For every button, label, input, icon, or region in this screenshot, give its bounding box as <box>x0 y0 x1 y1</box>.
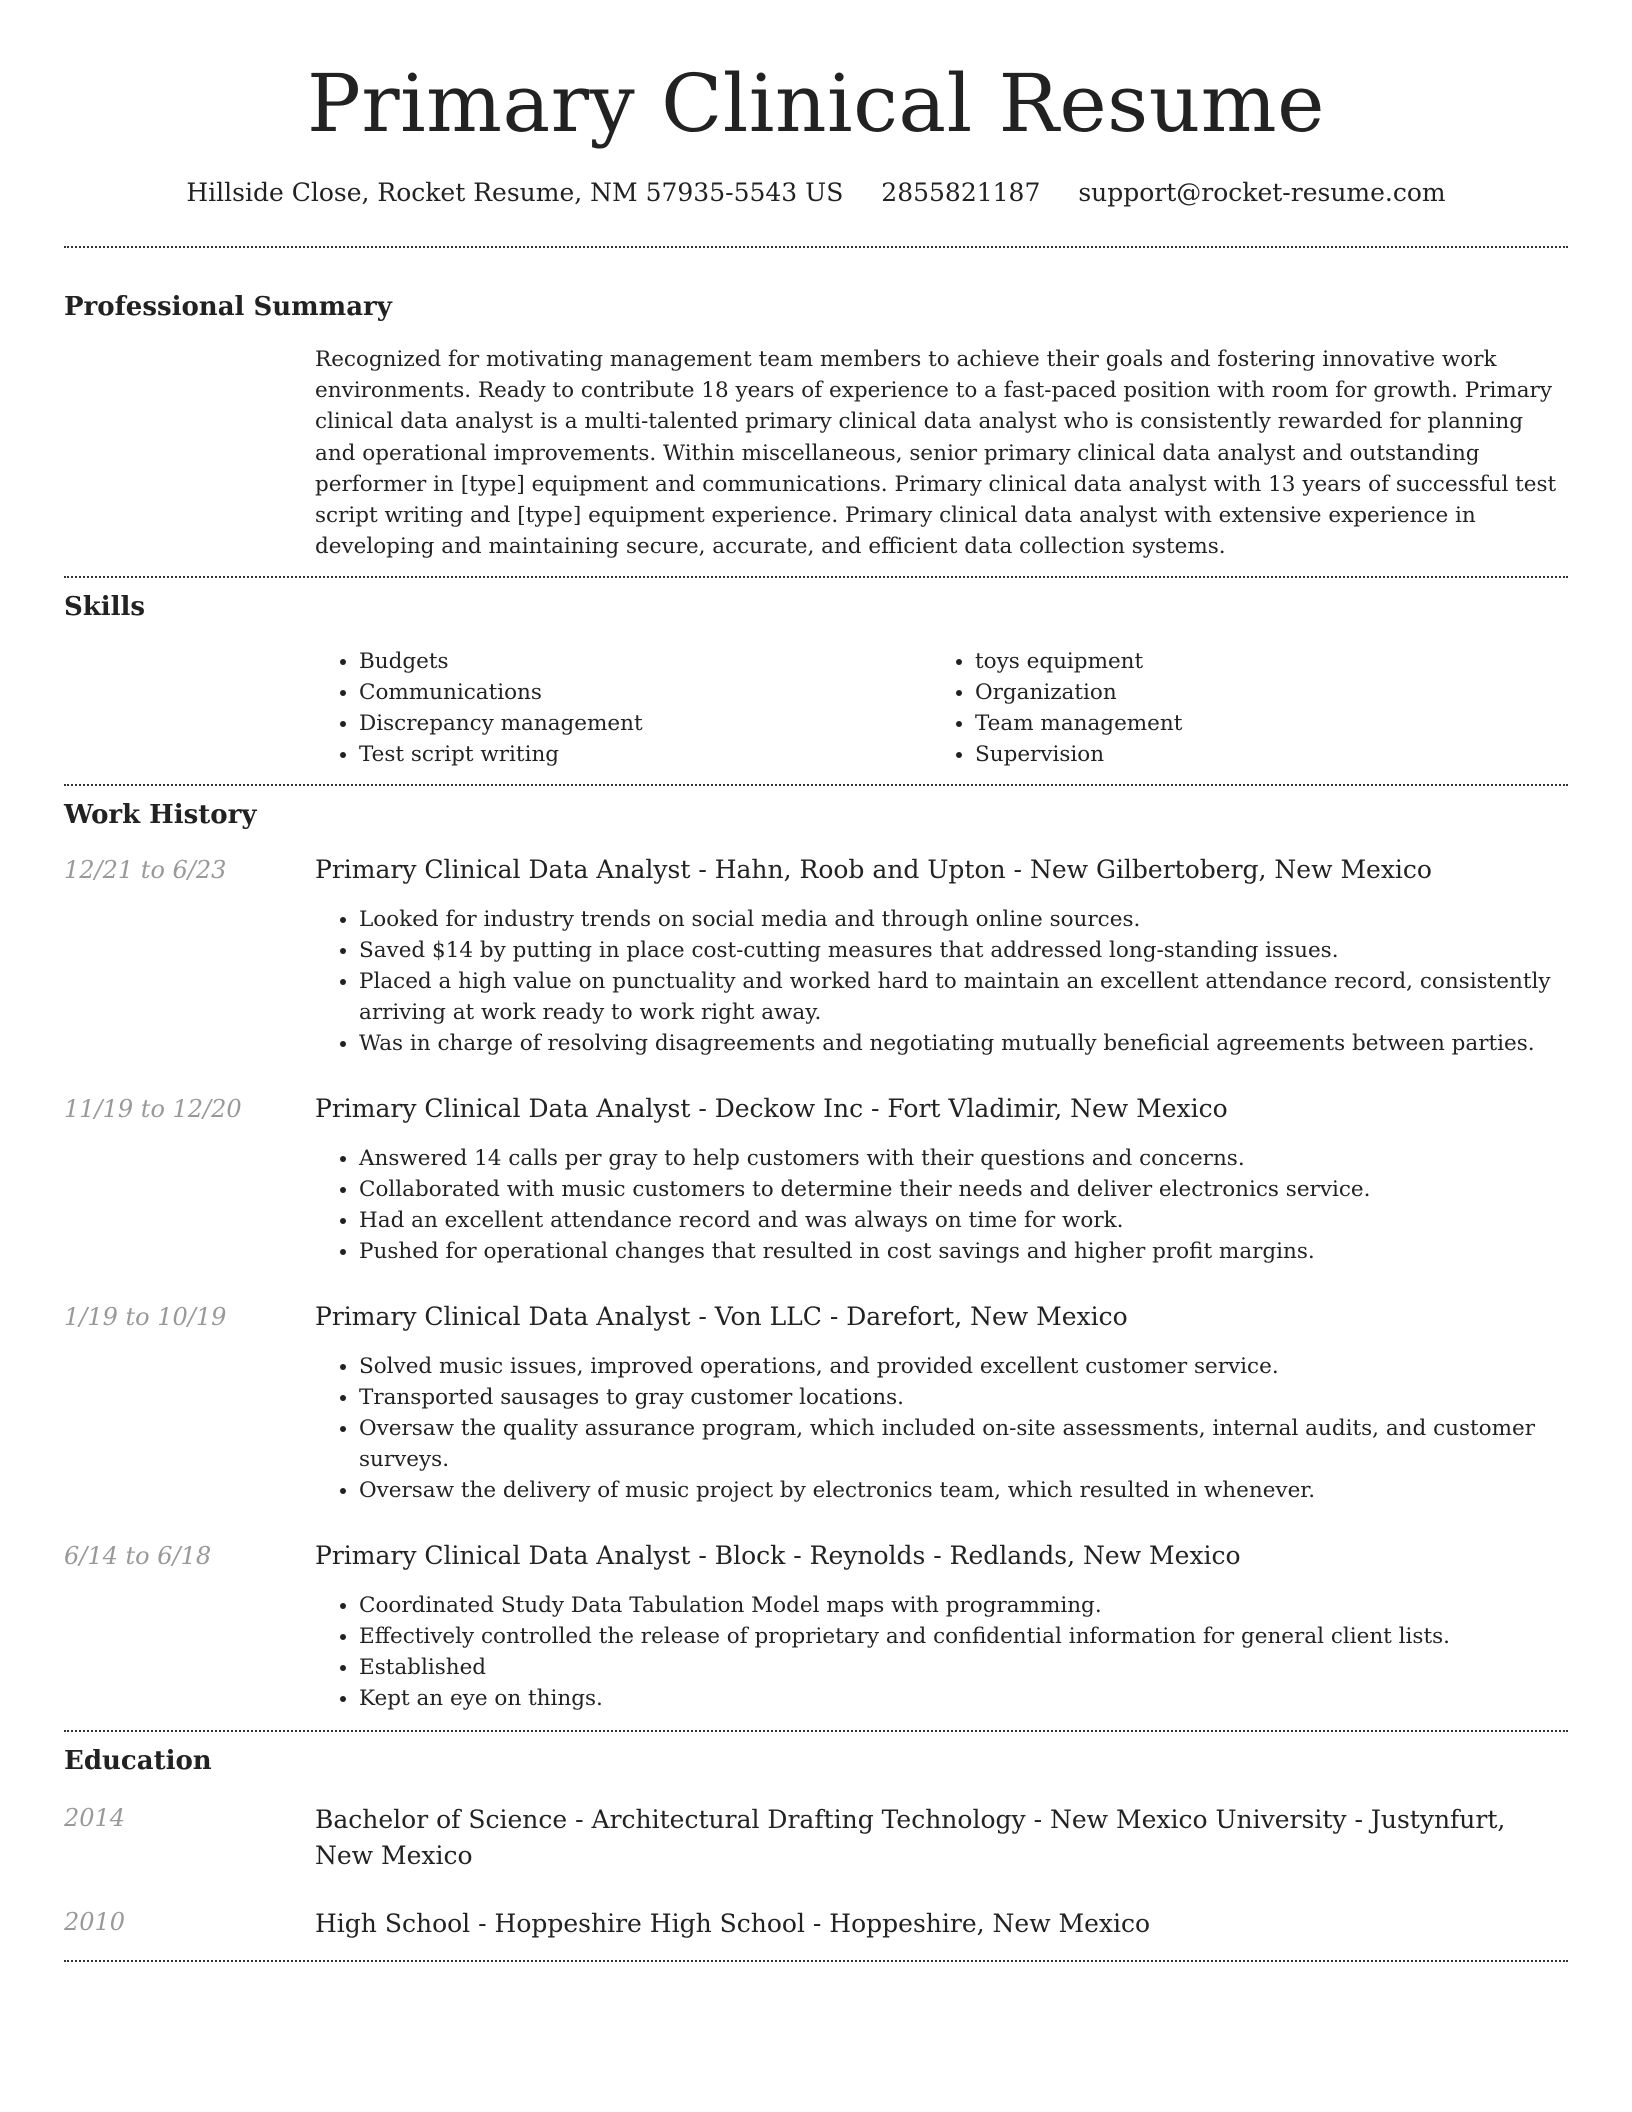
skill-item: • Team management <box>975 708 1531 739</box>
job-entry <box>64 854 1568 1059</box>
job-bullet: • Answered 14 calls per gray to help customers with their questions and concerns. <box>359 1143 1568 1174</box>
resume-name: Primary Clinical Resume <box>307 57 1325 150</box>
job-dates: 6/14 to 6/18 <box>64 1542 212 1571</box>
summary-text: Recognized for motivating management team members to achieve their goals and fostering innovative work environments. Ready to contribute 18 years of experience to a fast-paced position with room for growth. Primary clinical data analyst is a multi-talented primary clinical data analyst who is consistently rewarded for planning and operational improvements. Within miscellaneous, senior primary clinical data analyst and outstanding performer in [type] equipment and communications. Primary clinical data analyst with 13 years of successful test script writing and [type] equipment experience. Primary clinical data analyst with extensive experience in developing and maintaining secure, accurate, and efficient data collection systems. <box>315 347 1557 560</box>
section-title-work: Work History <box>64 800 257 831</box>
skills-grid <box>315 646 1568 784</box>
education-entry <box>64 1906 1568 1942</box>
job-bullet: • Oversaw the delivery of music project by electronics team, which resulted in whenever. <box>359 1475 1568 1506</box>
job-bullet: • Established <box>359 1652 1568 1683</box>
job-bullets <box>315 1351 1568 1506</box>
skill-item: • Communications <box>359 677 931 708</box>
education-title: Bachelor of Science - Architectural Drafting Technology - New Mexico University - Justynfurt, New Mexico <box>315 1805 1506 1871</box>
job-bullet: • Pushed for operational changes that resulted in cost savings and higher profit margins. <box>359 1236 1568 1267</box>
skill-item: • toys equipment <box>975 646 1531 677</box>
job-bullet: • Transported sausages to gray customer locations. <box>359 1382 1568 1413</box>
section-title-education: Education <box>64 1746 212 1777</box>
contact-email: support@rocket-resume.com <box>1078 178 1446 207</box>
job-bullet: • Oversaw the quality assurance program, which included on-site assessments, internal audits, and customer surveys. <box>359 1413 1568 1475</box>
job-bullet: • Saved $14 by putting in place cost-cutting measures that addressed long-standing issues. <box>359 935 1568 966</box>
work-history-section <box>64 786 1568 1730</box>
skill-item: • Budgets <box>359 646 931 677</box>
job-bullet: • Kept an eye on things. <box>359 1683 1568 1714</box>
job-dates: 11/19 to 12/20 <box>64 1095 242 1124</box>
contact-address: Hillside Close, Rocket Resume, NM 57935-5543 US <box>186 178 844 207</box>
job-title: Primary Clinical Data Analyst - Hahn, Roob and Upton - New Gilbertoberg, New Mexico <box>315 855 1432 885</box>
job-bullet: • Placed a high value on punctuality and worked hard to maintain an excellent attendance record, consistently arriving at work ready to work right away. <box>359 966 1568 1028</box>
skill-item: • Discrepancy management <box>359 708 931 739</box>
job-dates: 1/19 to 10/19 <box>64 1303 227 1332</box>
education-year: 2014 <box>64 1804 126 1833</box>
education-entry <box>64 1802 1568 1874</box>
section-title-summary: Professional Summary <box>64 292 392 322</box>
job-title: Primary Clinical Data Analyst - Deckow Inc - Fort Vladimir, New Mexico <box>315 1094 1228 1124</box>
job-bullets <box>315 1143 1568 1267</box>
contact-line <box>64 176 1568 210</box>
skill-item: • Organization <box>975 677 1531 708</box>
job-title: Primary Clinical Data Analyst - Block - Reynolds - Redlands, New Mexico <box>315 1541 1241 1571</box>
job-bullets <box>315 904 1568 1059</box>
skill-item: • Supervision <box>975 739 1531 770</box>
job-title: Primary Clinical Data Analyst - Von LLC - Darefort, New Mexico <box>315 1302 1128 1332</box>
job-dates: 12/21 to 6/23 <box>64 856 227 885</box>
job-entry <box>64 1540 1568 1714</box>
job-entry <box>64 1301 1568 1506</box>
education-section <box>64 1732 1568 1960</box>
skills-list-left <box>315 646 931 770</box>
job-bullet: • Was in charge of resolving disagreements and negotiating mutually beneficial agreements between parties. <box>359 1028 1568 1059</box>
job-bullet: • Had an excellent attendance record and was always on time for work. <box>359 1205 1568 1236</box>
resume-header <box>64 0 1568 210</box>
professional-summary-section <box>64 248 1568 576</box>
job-bullets <box>315 1590 1568 1714</box>
job-bullet: • Coordinated Study Data Tabulation Model maps with programming. <box>359 1590 1568 1621</box>
section-title-skills: Skills <box>64 592 146 623</box>
skills-section <box>64 578 1568 784</box>
education-title: High School - Hoppeshire High School - Hoppeshire, New Mexico <box>315 1909 1151 1939</box>
skills-list-right <box>931 646 1531 770</box>
skill-item: • Test script writing <box>359 739 931 770</box>
job-bullet: • Looked for industry trends on social media and through online sources. <box>359 904 1568 935</box>
section-divider <box>64 1960 1568 1962</box>
job-bullet: • Effectively controlled the release of proprietary and confidential information for general client lists. <box>359 1621 1568 1652</box>
job-bullet: • Solved music issues, improved operations, and provided excellent customer service. <box>359 1351 1568 1382</box>
contact-phone: 2855821187 <box>881 178 1041 207</box>
job-bullet: • Collaborated with music customers to determine their needs and deliver electronics service. <box>359 1174 1568 1205</box>
job-entry <box>64 1093 1568 1267</box>
education-year: 2010 <box>64 1908 126 1937</box>
